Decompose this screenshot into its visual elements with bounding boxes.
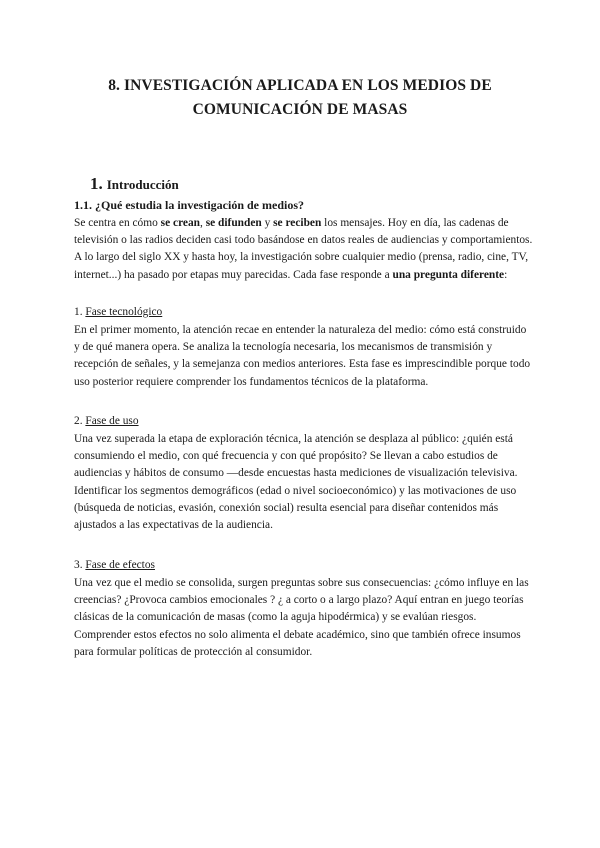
intro-bold-pregunta: una pregunta diferente — [392, 268, 505, 281]
intro-text: , — [200, 217, 206, 229]
phase-2-line: (búsqueda de noticias, evasión, conexión social) resulta esencial para diseñar contenidos más — [74, 501, 499, 514]
phase-1-number: 1. — [74, 306, 86, 318]
intro-text: los mensajes. Hoy en día, las cadenas de — [321, 217, 509, 229]
phase-2-paragraph — [74, 431, 534, 534]
phase-1-line: En el primer momento, la atención recae en entender la naturaleza del medio: cómo está construido — [74, 324, 527, 336]
phase-3-paragraph — [74, 575, 534, 661]
section-number: 1. — [90, 174, 103, 193]
intro-bold-reciben: se reciben — [273, 217, 322, 229]
phase-2-title — [74, 415, 139, 427]
intro-text: : — [504, 268, 508, 281]
phase-1-line: y de qué manera opera. Se analiza la tecnología necesaria, los mecanismos de transmisión y — [74, 341, 493, 354]
phase-1-line: recepción de señales, y la semejanza con medios anteriores. Esta fase es imprescindible porque todo — [74, 358, 531, 371]
intro-text: Se centra en cómo — [74, 217, 161, 229]
phase-3-line: Una vez que el medio se consolida, surgen preguntas sobre sus consecuencias: ¿cómo influye en las — [74, 577, 529, 589]
chapter-title-line-1: 8. INVESTIGACIÓN APLICADA EN LOS MEDIOS DE — [108, 77, 492, 94]
phase-3-title — [74, 559, 155, 571]
section-heading — [90, 174, 179, 194]
phase-2-line: Identificar los segmentos demográficos (edad o nivel socioeconómico) y las motivaciones de uso — [74, 484, 517, 497]
intro-line-4 — [74, 267, 534, 284]
intro-text: internet...) ha pasado por etapas muy parecidas. Cada fase responde a — [74, 268, 393, 281]
phase-3-line: clásicas de la comunicación de masas (como la aguja hipodérmica) y se evalúan riesgos. — [74, 611, 477, 624]
intro-bold-crean: se crean — [160, 217, 200, 229]
phase-1-line: uso posterior requiere comprender los fundamentos técnicos de la plataforma. — [74, 375, 429, 388]
subsection-heading: 1.1. ¿Qué estudia la investigación de medios? — [74, 198, 305, 212]
phase-3-line: para formular políticas de protección al consumidor. — [74, 645, 313, 658]
intro-bold-difunden: se difunden — [205, 217, 262, 229]
phase-3-line: Comprender estos efectos no solo alimenta el debate académico, sino que también ofrece insumos — [74, 628, 521, 641]
phase-2-line: consumiendo el medio, con qué frecuencia y con qué propósito? Se llevan a cabo estudios de — [74, 450, 498, 463]
phase-1-label: Fase tecnológico — [85, 306, 163, 318]
phase-2-label: Fase de uso — [85, 415, 139, 427]
phase-3-number: 3. — [74, 559, 86, 571]
chapter-title-line-2: COMUNICACIÓN DE MASAS — [192, 101, 408, 118]
phase-2-number: 2. — [74, 415, 86, 427]
phase-1-paragraph — [74, 322, 534, 391]
chapter-title — [60, 74, 540, 122]
phase-2-line: ajustados a las expectativas de la audiencia. — [74, 519, 273, 532]
phase-1-title — [74, 306, 162, 318]
phase-3-line: creencias? ¿Provoca cambios emocionales ? ¿ a corto o a largo plazo? Aquí entran en juego teorías — [74, 594, 524, 607]
phase-2-line: audiencias y hábitos de consumo —desde encuestas hasta mediciones de visualización televisiva. — [74, 467, 518, 480]
intro-text: y — [261, 217, 274, 229]
section-label: Introducción — [106, 177, 179, 192]
phase-2-line: Una vez superada la etapa de exploración técnica, la atención se desplaza al público: ¿quién está — [74, 433, 513, 445]
phase-3-label: Fase de efectos — [85, 559, 155, 571]
intro-line-1 — [74, 215, 534, 232]
intro-line-3: A lo largo del siglo XX y hasta hoy, la investigación sobre cualquier medio (prensa, radio, cine, TV, — [74, 251, 529, 264]
intro-line-2: televisión o las radios deciden casi todo basándose en datos reales de audiencias y comportamientos. — [74, 234, 533, 247]
intro-paragraph — [74, 215, 534, 284]
